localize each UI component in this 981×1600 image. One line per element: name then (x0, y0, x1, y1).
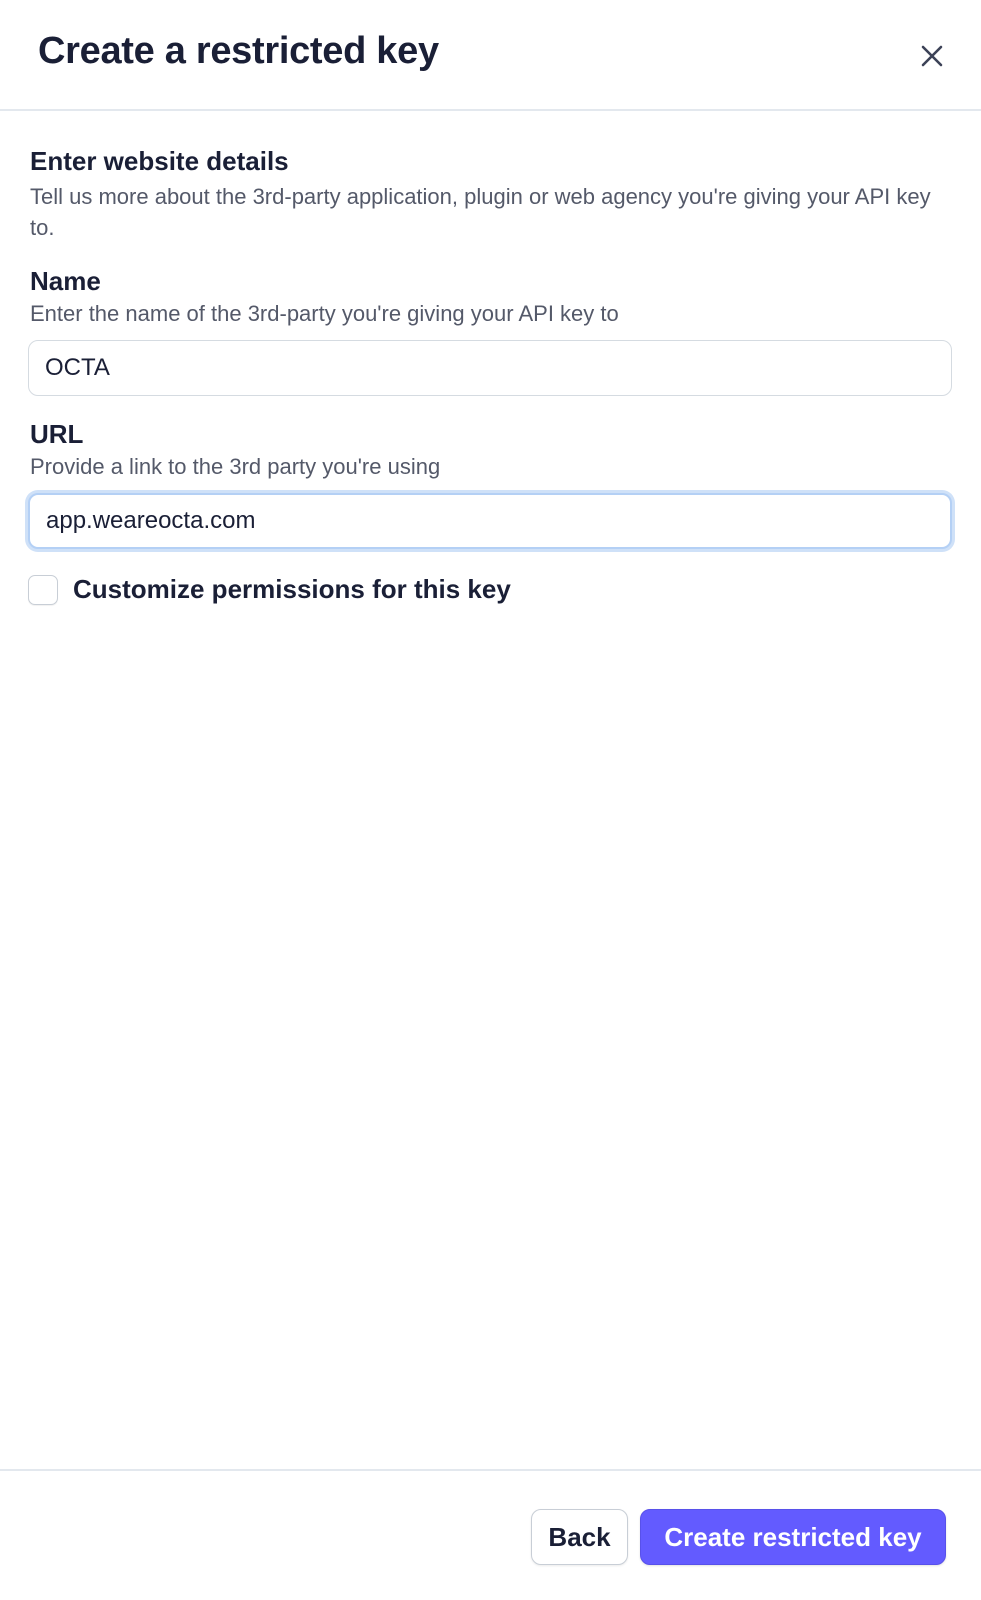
create-restricted-key-button[interactable]: Create restricted key (640, 1509, 946, 1565)
name-input[interactable] (28, 340, 952, 396)
url-label: URL (30, 419, 84, 449)
back-button[interactable]: Back (531, 1509, 628, 1565)
url-input[interactable] (28, 493, 952, 549)
name-label: Name (30, 266, 101, 296)
section-heading: Enter website details (30, 146, 289, 176)
section-description: Tell us more about the 3rd-party application, plugin or web agency you're giving your API key to. (30, 184, 931, 240)
customize-permissions-label[interactable]: Customize permissions for this key (73, 574, 511, 604)
modal-title: Create a restricted key (38, 30, 439, 72)
modal-footer (0, 1469, 981, 1600)
customize-permissions-checkbox[interactable] (28, 575, 58, 605)
close-icon (920, 44, 944, 68)
modal-header (0, 0, 981, 111)
url-help-text: Provide a link to the 3rd party you're using (30, 454, 441, 479)
customize-permissions-row[interactable] (28, 574, 511, 605)
name-help-text: Enter the name of the 3rd-party you're giving your API key to (30, 301, 619, 326)
close-button[interactable] (912, 36, 952, 76)
